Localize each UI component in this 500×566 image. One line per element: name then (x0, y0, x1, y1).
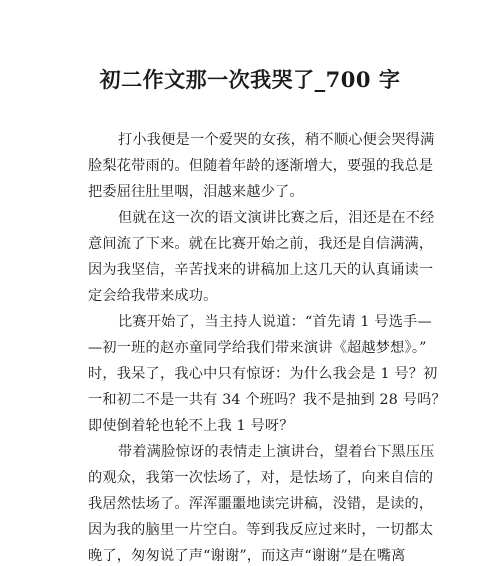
essay-line: 但就在这一次的语文演讲比赛之后，泪还是在不经 (118, 210, 435, 226)
essay-line: 因为我坚信，辛苦找来的讲稿加上这几天的认真诵读一 (88, 262, 434, 278)
essay-line: 晚了，匆匆说了声“谢谢”，而这声“谢谢”是在嘴离 (88, 548, 406, 564)
essay-line: 脸梨花带雨的。但随着年龄的逐渐增大，要强的我总是 (88, 158, 434, 174)
essay-line: 意间流了下来。就在比赛开始之前，我还是自信满满， (88, 236, 434, 252)
essay-title: 初二作文那一次我哭了_700 字 (99, 67, 401, 92)
essay-line: 即使倒着轮也轮不上我 1 号呀？ (88, 418, 294, 434)
essay-line: 的观众，我第一次怯场了，对，是怯场了，向来自信的 (88, 470, 434, 486)
essay-line: 打小我便是一个爱哭的女孩，稍不顺心便会哭得满 (118, 132, 435, 148)
essay-body (88, 127, 446, 566)
essay-line: 一和初二不是一共有 34 个班吗？我不是抽到 28 号吗？ (88, 392, 446, 408)
essay-line: 因为我的脑里一片空白。等到我反应过来时，一切都太 (88, 522, 434, 538)
essay-line: 比赛开始了，当主持人说道：“首先请 1 号选手— (118, 314, 432, 330)
essay-line: 定会给我带来成功。 (88, 288, 218, 304)
essay-line: 把委屈往肚里咽，泪越来越少了。 (88, 184, 304, 200)
essay-line: 带着满脸惊讶的表情走上演讲台，望着台下黑压压 (118, 444, 435, 460)
essay-line: 我居然怯场了。浑浑噩噩地读完讲稿，没错，是读的， (88, 496, 434, 512)
essay-line: 时，我呆了，我心中只有惊讶：为什么我会是 1 号？初 (88, 366, 438, 382)
essay-line: —初一班的赵亦童同学给我们带来演讲《超越梦想》。” (88, 340, 427, 356)
